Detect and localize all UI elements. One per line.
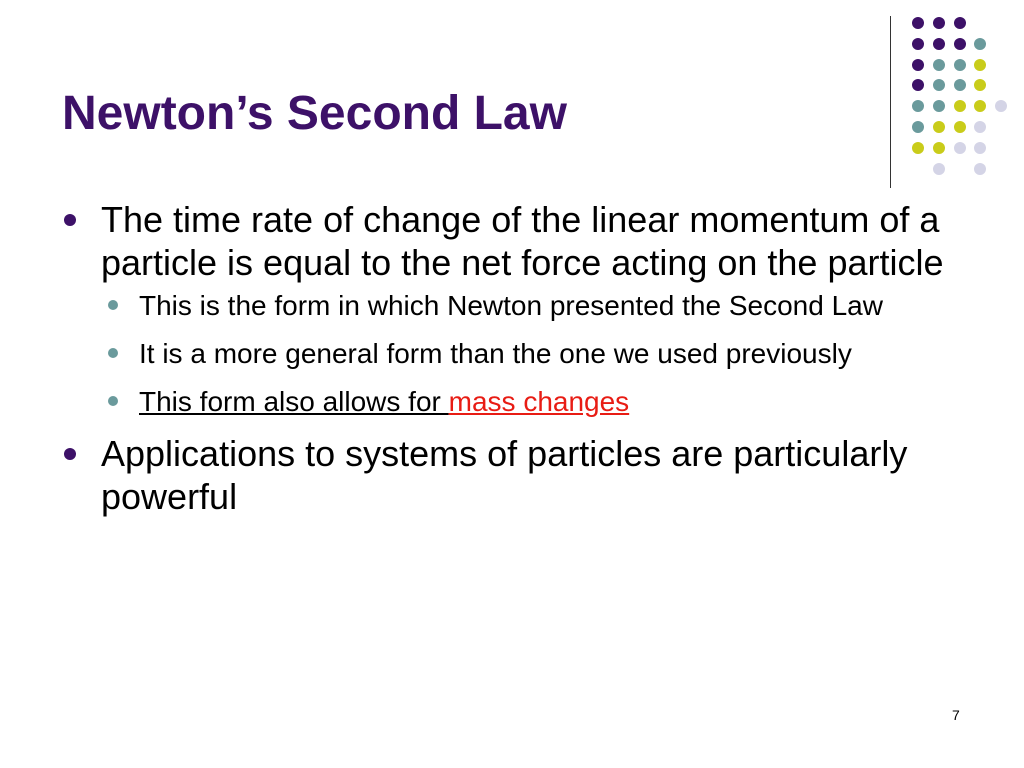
decorative-dot bbox=[912, 79, 924, 91]
decorative-dot bbox=[974, 100, 986, 112]
subbullet-dot-icon bbox=[108, 300, 118, 310]
decorative-dot bbox=[912, 142, 924, 154]
subbullet-dot-icon bbox=[108, 396, 118, 406]
bullet-dot-icon bbox=[64, 448, 76, 460]
decorative-dot bbox=[912, 121, 924, 133]
decorative-dot bbox=[954, 121, 966, 133]
subbullet-general-form bbox=[101, 336, 960, 372]
subbullet-text: It is a more general form than the one we used previously bbox=[139, 338, 852, 369]
decorative-dot bbox=[954, 142, 966, 154]
decorative-dot bbox=[995, 100, 1007, 112]
decorative-dot bbox=[974, 121, 986, 133]
bullet-text: The time rate of change of the linear momentum of a particle is equal to the net force acting on the particle bbox=[101, 199, 944, 283]
decorative-dot bbox=[954, 100, 966, 112]
decorative-dot bbox=[912, 38, 924, 50]
subbullet-text: This is the form in which Newton presented the Second Law bbox=[139, 290, 883, 321]
subbullet-text: This form also allows for bbox=[139, 386, 449, 417]
decorative-dot bbox=[912, 59, 924, 71]
decorative-dot bbox=[933, 121, 945, 133]
divider-line bbox=[890, 16, 891, 188]
subbullet-dot-icon bbox=[108, 348, 118, 358]
subbullet-newton-form bbox=[101, 288, 960, 324]
decorative-dot bbox=[933, 79, 945, 91]
subbullet-list bbox=[101, 288, 960, 420]
page-number: 7 bbox=[952, 707, 960, 723]
decorative-dot bbox=[954, 17, 966, 29]
subbullet-mass-changes bbox=[101, 384, 960, 420]
decorative-dot bbox=[974, 79, 986, 91]
decorative-dot bbox=[974, 163, 986, 175]
decorative-dot bbox=[954, 59, 966, 71]
slide-title: Newton’s Second Law bbox=[62, 87, 567, 140]
decorative-dot bbox=[974, 142, 986, 154]
decorative-dot bbox=[933, 100, 945, 112]
decorative-dot bbox=[933, 17, 945, 29]
bullet-momentum bbox=[60, 198, 960, 420]
decorative-dot bbox=[974, 38, 986, 50]
decorative-dot bbox=[933, 38, 945, 50]
decorative-dot bbox=[954, 79, 966, 91]
decorative-dot bbox=[912, 100, 924, 112]
decorative-dot bbox=[933, 142, 945, 154]
decorative-dot bbox=[954, 38, 966, 50]
bullet-dot-icon bbox=[64, 214, 76, 226]
decorative-dot bbox=[912, 17, 924, 29]
decorative-dot bbox=[974, 59, 986, 71]
bullet-text: Applications to systems of particles are particularly powerful bbox=[101, 433, 908, 517]
bullet-applications bbox=[60, 432, 960, 518]
slide-body bbox=[60, 198, 960, 530]
decorative-dot bbox=[933, 59, 945, 71]
mass-changes-highlight: mass changes bbox=[448, 386, 630, 417]
decorative-dot bbox=[933, 163, 945, 175]
